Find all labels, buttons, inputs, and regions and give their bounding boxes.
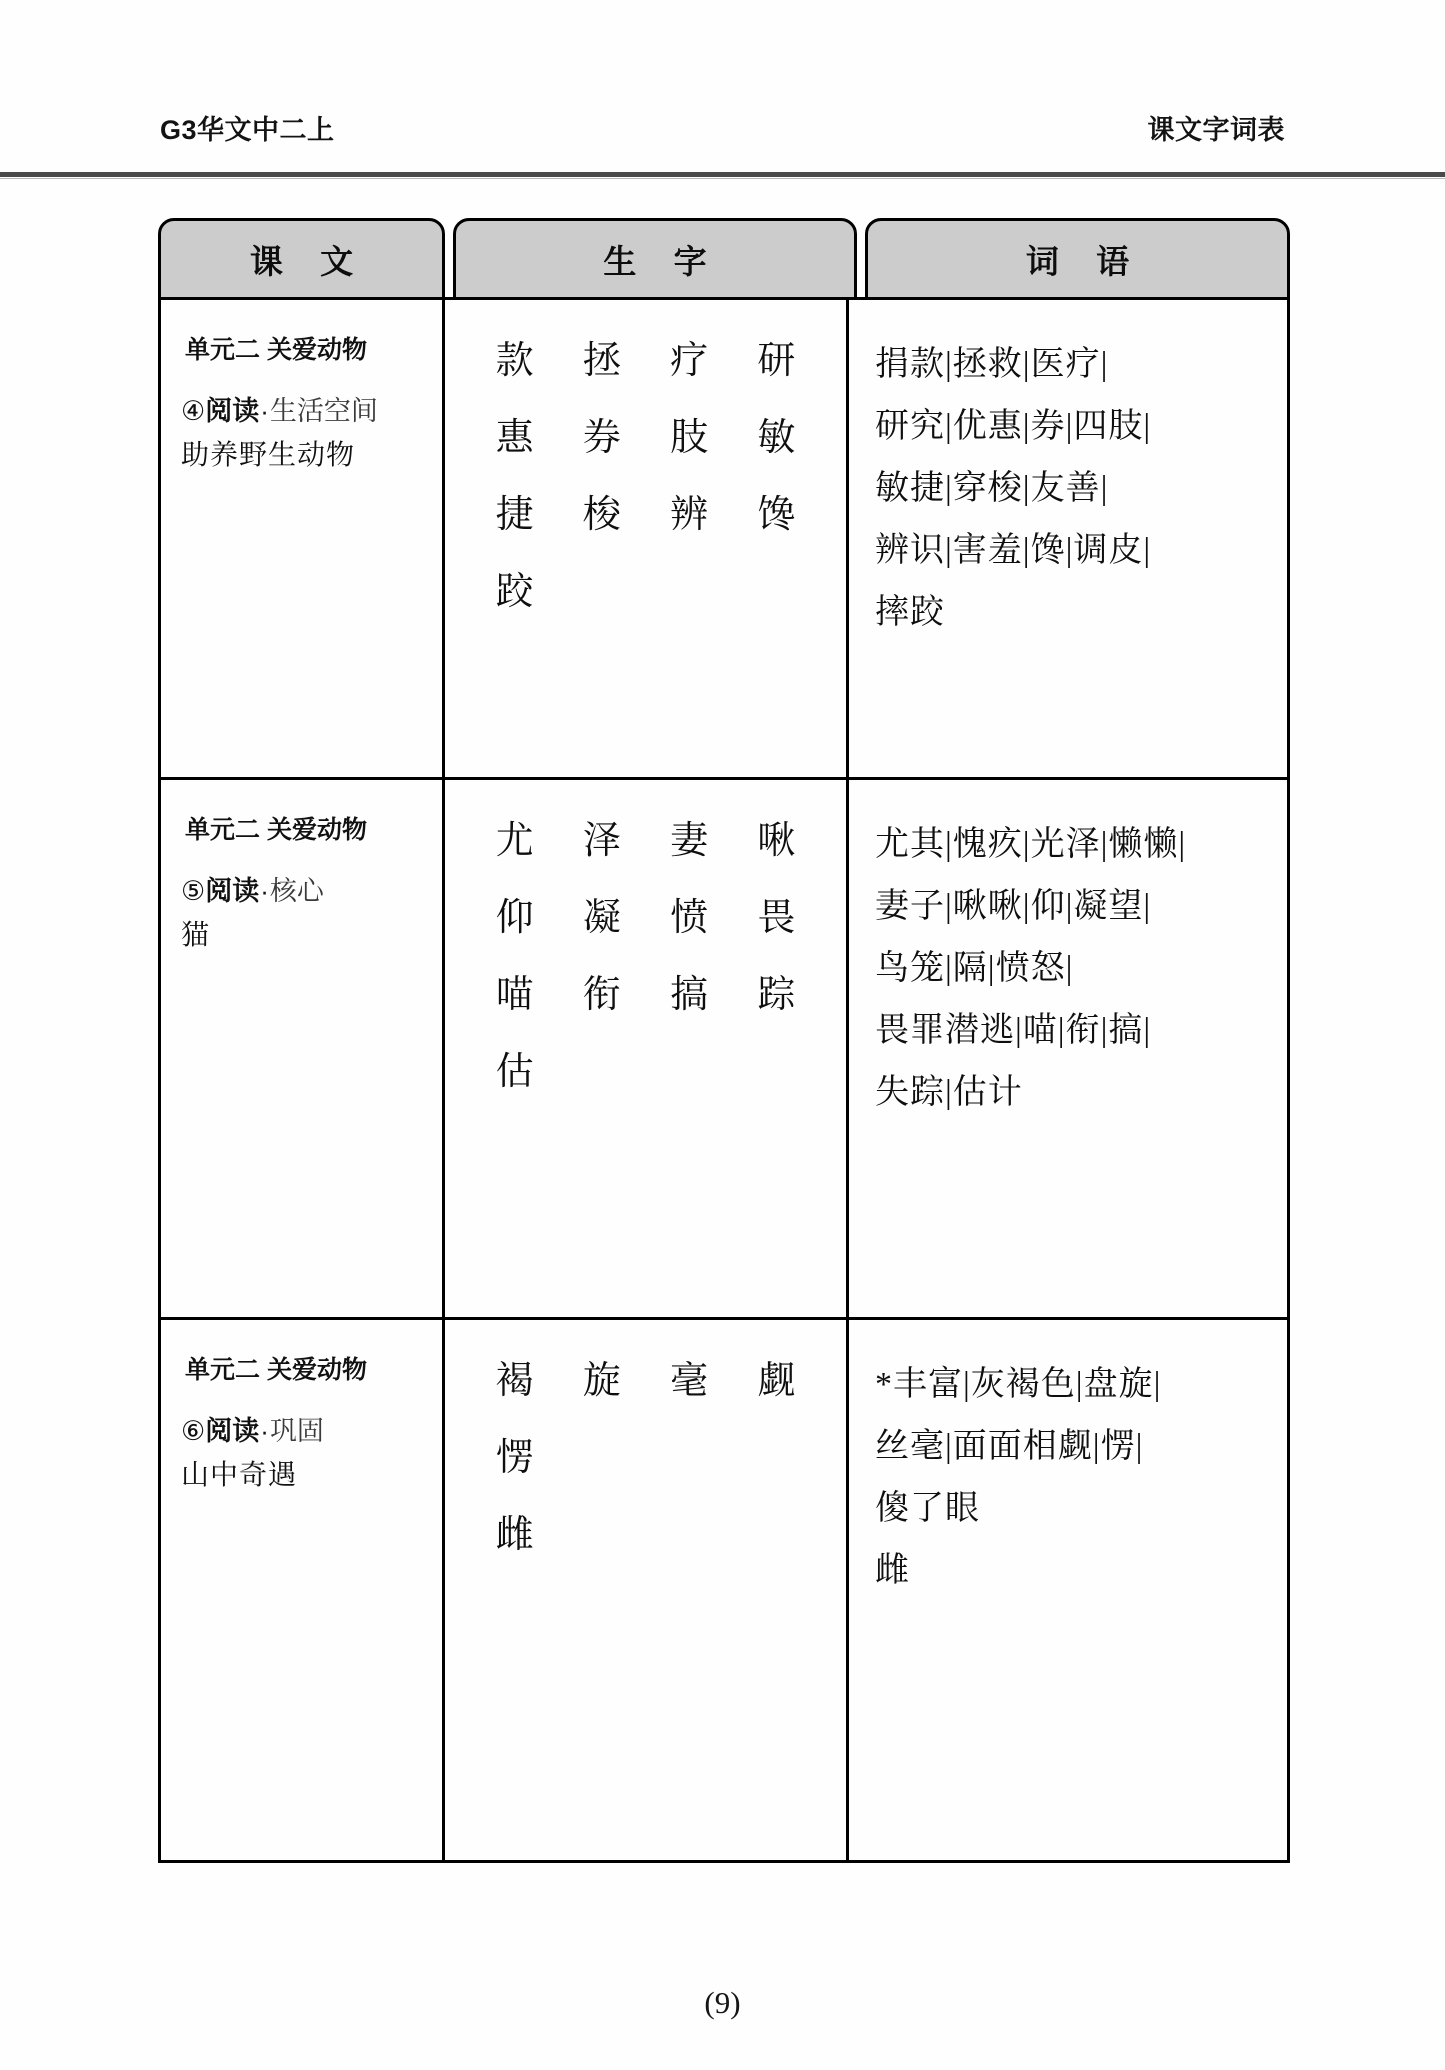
new-characters-cell — [445, 780, 849, 1317]
new-characters-grid — [463, 332, 828, 622]
lesson-title: 山中奇遇 — [181, 1459, 298, 1491]
lesson-kind: 生活空间 — [269, 395, 378, 427]
lesson-cell — [161, 1320, 445, 1860]
words-line: 研究|优惠|券|四肢| — [875, 407, 1152, 445]
lesson-read-label: 阅读 — [205, 1415, 260, 1446]
new-character: 敏 — [757, 416, 796, 459]
words-line: 雌 — [875, 1551, 910, 1589]
header-left-title: G3华文中二上 — [160, 115, 335, 145]
table-body — [158, 297, 1290, 1863]
page-number: (9) — [704, 1985, 741, 2020]
new-character-empty — [558, 1429, 645, 1488]
table-row — [161, 300, 1287, 780]
lesson-unit: 单元二 关爱动物 — [185, 336, 367, 364]
lesson-kind: 核心 — [269, 875, 324, 907]
new-character: 愣 — [495, 1436, 534, 1479]
words-list — [867, 1354, 1257, 1602]
new-character: 研 — [757, 340, 796, 382]
words-line: 摔跤 — [875, 593, 945, 631]
new-character: 捷 — [495, 493, 534, 536]
new-character: 辨 — [670, 493, 709, 536]
new-character: 旋 — [582, 1360, 621, 1402]
words-cell — [849, 300, 1275, 777]
table-header-row — [158, 218, 1290, 300]
lesson-title: 猫 — [181, 919, 211, 951]
new-character-empty — [646, 1429, 733, 1488]
new-character: 肢 — [670, 416, 709, 459]
column-header-lesson — [158, 218, 445, 300]
new-character: 雌 — [495, 1513, 534, 1556]
column-header-words-label: 词 语 — [1025, 242, 1144, 280]
new-character: 愤 — [670, 896, 709, 939]
new-character: 觑 — [757, 1360, 796, 1402]
lesson-unit: 单元二 关爱动物 — [185, 1356, 367, 1384]
new-character: 褐 — [495, 1360, 534, 1402]
words-line: 尤其|愧疚|光泽|懒懒| — [875, 826, 1187, 863]
new-character-empty — [733, 1429, 820, 1488]
words-line: 敏捷|穿梭|友善| — [875, 469, 1109, 507]
words-list — [867, 334, 1257, 643]
words-line: *丰富|灰褐色|盘旋| — [875, 1366, 1162, 1403]
new-character: 喵 — [495, 973, 534, 1016]
words-line: 妻子|啾啾|仰|凝望| — [875, 887, 1152, 925]
new-character: 尤 — [495, 820, 534, 862]
new-character: 梭 — [582, 493, 621, 536]
new-character: 畏 — [757, 896, 796, 939]
lesson-kind: 巩固 — [269, 1415, 324, 1447]
new-character: 泽 — [582, 820, 621, 862]
running-header — [160, 108, 1285, 156]
words-cell — [849, 780, 1275, 1317]
lesson-number: ④ — [181, 395, 206, 426]
new-character: 妻 — [670, 820, 709, 862]
words-line: 畏罪潜逃|喵|衔|搞| — [875, 1011, 1152, 1049]
lesson-title: 助养野生动物 — [181, 439, 356, 471]
lesson-read-label: 阅读 — [205, 395, 260, 426]
column-header-new-characters — [453, 218, 857, 300]
lesson-unit: 单元二 关爱动物 — [185, 816, 367, 844]
new-character: 凝 — [582, 896, 621, 939]
lesson-number: ⑤ — [181, 875, 206, 906]
lesson-number: ⑥ — [181, 1415, 206, 1446]
new-character: 踪 — [757, 973, 796, 1016]
lesson-meta — [181, 392, 424, 431]
words-list — [867, 814, 1257, 1123]
table-row — [161, 780, 1287, 1320]
new-characters-cell — [445, 300, 849, 777]
new-character: 毫 — [670, 1360, 709, 1402]
new-character: 馋 — [757, 493, 796, 536]
new-character: 疗 — [670, 340, 709, 382]
lesson-separator: · — [260, 395, 269, 426]
lesson-cell — [161, 780, 445, 1317]
new-character: 惠 — [495, 416, 534, 459]
words-line: 鸟笼|隔|愤怒| — [875, 949, 1074, 987]
words-line: 辨识|害羞|馋|调皮| — [875, 531, 1152, 569]
header-divider-rule-thin — [0, 178, 1445, 179]
column-header-words — [865, 218, 1290, 300]
header-right-title: 课文字词表 — [1147, 115, 1285, 145]
words-line: 丝毫|面面相觑|愣| — [875, 1427, 1144, 1465]
header-divider-rule — [0, 172, 1445, 177]
lesson-read-label: 阅读 — [205, 875, 260, 906]
new-character: 衔 — [582, 973, 621, 1016]
new-character: 跤 — [495, 570, 534, 613]
lesson-cell — [161, 300, 445, 777]
column-header-new-characters-label: 生 字 — [603, 242, 721, 280]
new-characters-grid — [463, 812, 828, 1102]
new-character: 拯 — [582, 340, 621, 382]
new-character: 款 — [495, 340, 534, 382]
lesson-separator: · — [260, 875, 269, 906]
lesson-meta — [181, 872, 424, 911]
lesson-meta — [181, 1412, 424, 1451]
new-character: 啾 — [757, 820, 796, 862]
table-row — [161, 1320, 1287, 1860]
new-characters-grid — [463, 1352, 828, 1565]
words-line: 失踪|估计 — [875, 1073, 1023, 1111]
new-character: 估 — [495, 1050, 534, 1093]
words-cell — [849, 1320, 1275, 1860]
column-header-lesson-label: 课 文 — [249, 242, 368, 280]
new-character: 券 — [582, 416, 621, 459]
new-character: 搞 — [670, 973, 709, 1016]
lesson-separator: · — [260, 1415, 269, 1446]
vocabulary-table — [158, 218, 1290, 1863]
words-line: 傻了眼 — [875, 1489, 980, 1527]
words-line: 捐款|拯救|医疗| — [875, 346, 1109, 383]
new-character: 仰 — [495, 896, 534, 939]
new-characters-cell — [445, 1320, 849, 1860]
